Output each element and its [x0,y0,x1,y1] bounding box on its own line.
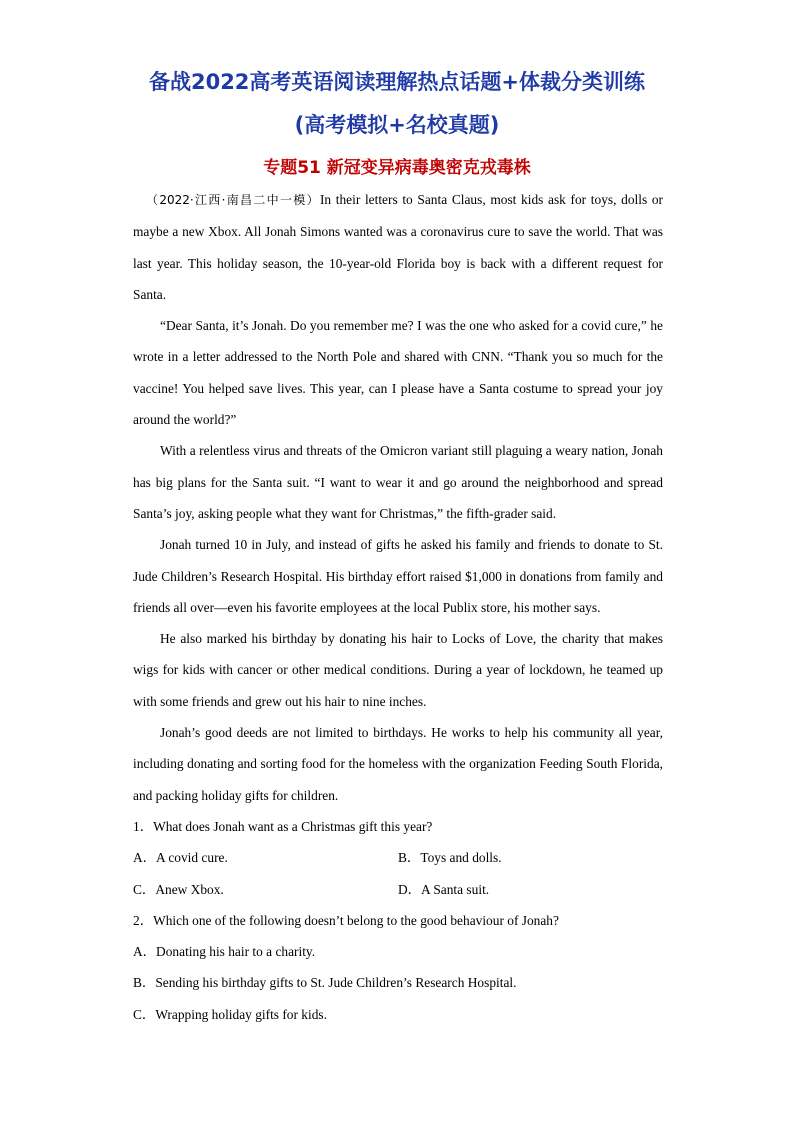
question-stem: 1．What does Jonah want as a Christmas gift this year? [133,818,433,834]
option-c: C．Wrapping holiday gifts for kids. [133,1006,327,1022]
option-b: B．Toys and dolls. [398,850,502,866]
passage-paragraph: With a relentless virus and threats of the Omicron variant still plaguing a weary nation, Jonah has big plans for the Santa suit. “I want to wear it and go around the neighborhood and spread Santa’s joy, asking people what they want for Christmas,” the fifth-grader said. [133,443,663,521]
source-label: （2022·江西·南昌二中一模） [146,193,320,207]
topic-heading: 专题51 新冠变异病毒奥密克戎毒株 [263,158,531,178]
document-subtitle: (高考模拟+名校真题) [294,113,500,137]
passage-paragraph [133,184,663,310]
option-c: C．Anew Xbox. [133,881,224,897]
option-a: A．Donating his hair to a charity. [133,944,316,960]
passage-paragraph: Jonah’s good deeds are not limited to birthdays. He works to help his community all year, including donating and sorting food for the homeless with the organization Feeding South Florida, and packing holiday gifts for children. [133,725,663,803]
question-stem: 2．Which one of the following doesn’t belong to the good behaviour of Jonah? [133,912,559,928]
option-d: D．A Santa suit. [398,881,490,897]
passage-body [133,184,663,1030]
passage-paragraph: “Dear Santa, it’s Jonah. Do you remember me? I was the one who asked for a covid cure,” he wrote in a letter addressed to the North Pole and shared with CNN. “Thank you so much for the vaccine! You helped save lives. This year, can I please have a Santa costume to spread your joy around the world?” [133,318,663,428]
passage-paragraph: He also marked his birthday by donating his hair to Locks of Love, the charity that makes wigs for kids with cancer or other medical conditions. During a year of lockdown, he teamed up with some friends and grew out his hair to nine inches. [133,631,663,709]
option-row [133,874,663,905]
option-b: B．Sending his birthday gifts to St. Jude Children’s Research Hospital. [133,975,517,991]
paragraph-text: In their letters to Santa Claus, most kids ask for toys, dolls or maybe a new Xbox. All Jonah Simons wanted was a coronavirus cure to save the world. That was last year. This holiday season, the 10-year-old Florida boy is back with a different request for Santa. [133,192,663,302]
passage-paragraph: Jonah turned 10 in July, and instead of gifts he asked his family and friends to donate to St. Jude Children’s Research Hospital. His birthday effort raised $1,000 in donations from family and friends all over—even his favorite employees at the local Publix store, his mother says. [133,537,663,615]
option-a: A．A covid cure. [133,850,228,866]
document-title: 备战2022高考英语阅读理解热点话题+体裁分类训练 [148,70,646,94]
option-row [133,842,663,873]
